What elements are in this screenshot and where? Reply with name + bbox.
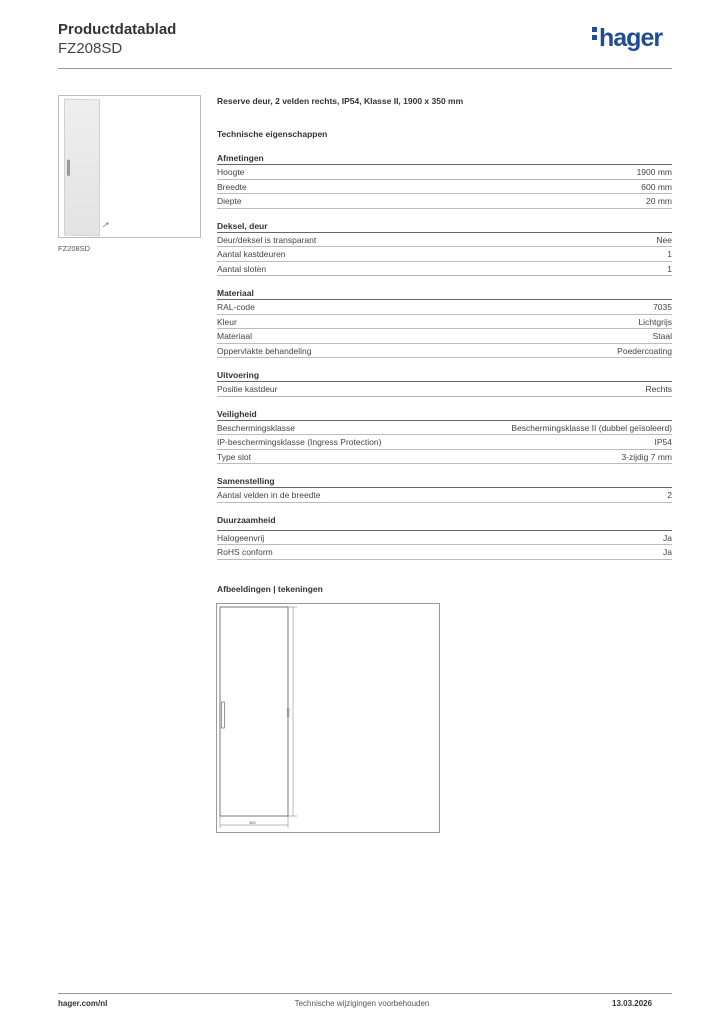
spec-row <box>217 450 672 465</box>
spec-label: Breedte <box>217 181 247 192</box>
section-samenstelling <box>217 475 672 503</box>
section-title: Duurzaamheid <box>217 514 672 531</box>
footer-divider <box>58 993 672 994</box>
spec-label: Aantal kastdeuren <box>217 249 286 259</box>
spec-row <box>217 300 672 315</box>
spec-label: Kleur <box>217 316 237 327</box>
spec-label: RoHS conform <box>217 547 273 557</box>
spec-value: Lichtgrijs <box>638 316 672 327</box>
spec-label: Oppervlakte behandeling <box>217 345 312 356</box>
spec-row <box>217 382 672 397</box>
spec-row <box>217 262 672 277</box>
section-title: Afmetingen <box>217 152 672 165</box>
spec-value: Ja <box>663 547 672 557</box>
section-title: Samenstelling <box>217 475 672 488</box>
section-uitvoering <box>217 369 672 397</box>
spec-value: 1 <box>667 263 672 274</box>
spec-row <box>217 233 672 248</box>
spec-label: IP-beschermingsklasse (Ingress Protection) <box>217 437 382 447</box>
dimension-width-label: 350 <box>249 820 256 825</box>
footer-website-link[interactable]: hager.com/nl <box>58 999 108 1008</box>
spec-row <box>217 194 672 209</box>
spec-label: Deur/deksel is transparant <box>217 234 317 245</box>
spec-row <box>217 421 672 436</box>
spec-value: Nee <box>656 234 672 245</box>
spec-value: Rechts <box>645 384 672 394</box>
footer-date: 13.03.2026 <box>612 999 653 1008</box>
spec-row <box>217 247 672 262</box>
spec-row <box>217 435 672 450</box>
section-materiaal <box>217 287 672 358</box>
section-title: Uitvoering <box>217 369 672 382</box>
section-title: Materiaal <box>217 287 672 300</box>
spec-row <box>217 344 672 359</box>
spec-row <box>217 180 672 195</box>
spec-row <box>217 545 672 560</box>
spec-value: 2 <box>667 490 672 500</box>
spec-value: 7035 <box>653 302 672 312</box>
dimension-height-label: 1900 <box>286 708 291 717</box>
technical-drawing <box>216 603 440 833</box>
spec-label: Type slot <box>217 451 252 462</box>
tech-properties-title: Technische eigenschappen <box>217 129 328 139</box>
spec-value: 1 <box>667 249 672 259</box>
spec-row <box>217 315 672 330</box>
product-thumbnail <box>58 95 201 238</box>
door-lock-icon <box>102 221 110 229</box>
spec-value: IP54 <box>654 437 672 447</box>
spec-label: Halogeenvrij <box>217 532 265 543</box>
spec-label: Diepte <box>217 196 242 206</box>
section-title: Veiligheid <box>217 408 672 421</box>
spec-value: Poedercoating <box>617 345 672 356</box>
spec-row <box>217 165 672 180</box>
door-drawing <box>217 604 439 832</box>
product-code: FZ208SD <box>58 40 123 57</box>
spec-value: 20 mm <box>646 196 672 206</box>
spec-label: Aantal velden in de breedte <box>217 490 321 500</box>
spec-row <box>217 531 672 546</box>
spec-value: 600 mm <box>641 181 672 192</box>
page-title: Productdatablad <box>58 21 177 38</box>
product-description: Reserve deur, 2 velden rechts, IP54, Klasse II, 1900 x 350 mm <box>217 96 464 106</box>
section-afmetingen <box>217 152 672 209</box>
spec-label: Positie kastdeur <box>217 384 278 394</box>
spec-content <box>217 96 672 560</box>
spec-row <box>217 488 672 503</box>
spec-label: Beschermingsklasse <box>217 422 295 433</box>
door-handle-icon <box>67 160 70 176</box>
spec-value: 1900 mm <box>636 167 672 177</box>
spec-value: 3-zijdig 7 mm <box>621 451 672 462</box>
spec-label: Materiaal <box>217 331 252 341</box>
header-divider <box>58 68 672 69</box>
section-deksel-deur <box>217 220 672 277</box>
footer-disclaimer: Technische wijzigingen voorbehouden <box>294 999 430 1008</box>
logo-text: hager <box>599 24 663 52</box>
spec-label: Hoogte <box>217 167 245 177</box>
spec-value: Beschermingsklasse II (dubbel geïsoleerd) <box>511 422 672 433</box>
figures-title: Afbeeldingen | tekeningen <box>217 584 323 594</box>
hager-logo[interactable] <box>592 24 662 53</box>
spec-label: RAL-code <box>217 302 255 312</box>
spec-row <box>217 329 672 344</box>
spec-value: Staal <box>652 331 672 341</box>
section-duurzaamheid <box>217 514 672 560</box>
logo-dots-icon <box>592 27 597 43</box>
spec-value: Ja <box>663 532 672 543</box>
door-image <box>64 99 100 237</box>
section-veiligheid <box>217 408 672 465</box>
thumbnail-caption: FZ208SD <box>58 244 91 253</box>
spec-label: Aantal sloten <box>217 263 267 274</box>
section-title: Deksel, deur <box>217 220 672 233</box>
